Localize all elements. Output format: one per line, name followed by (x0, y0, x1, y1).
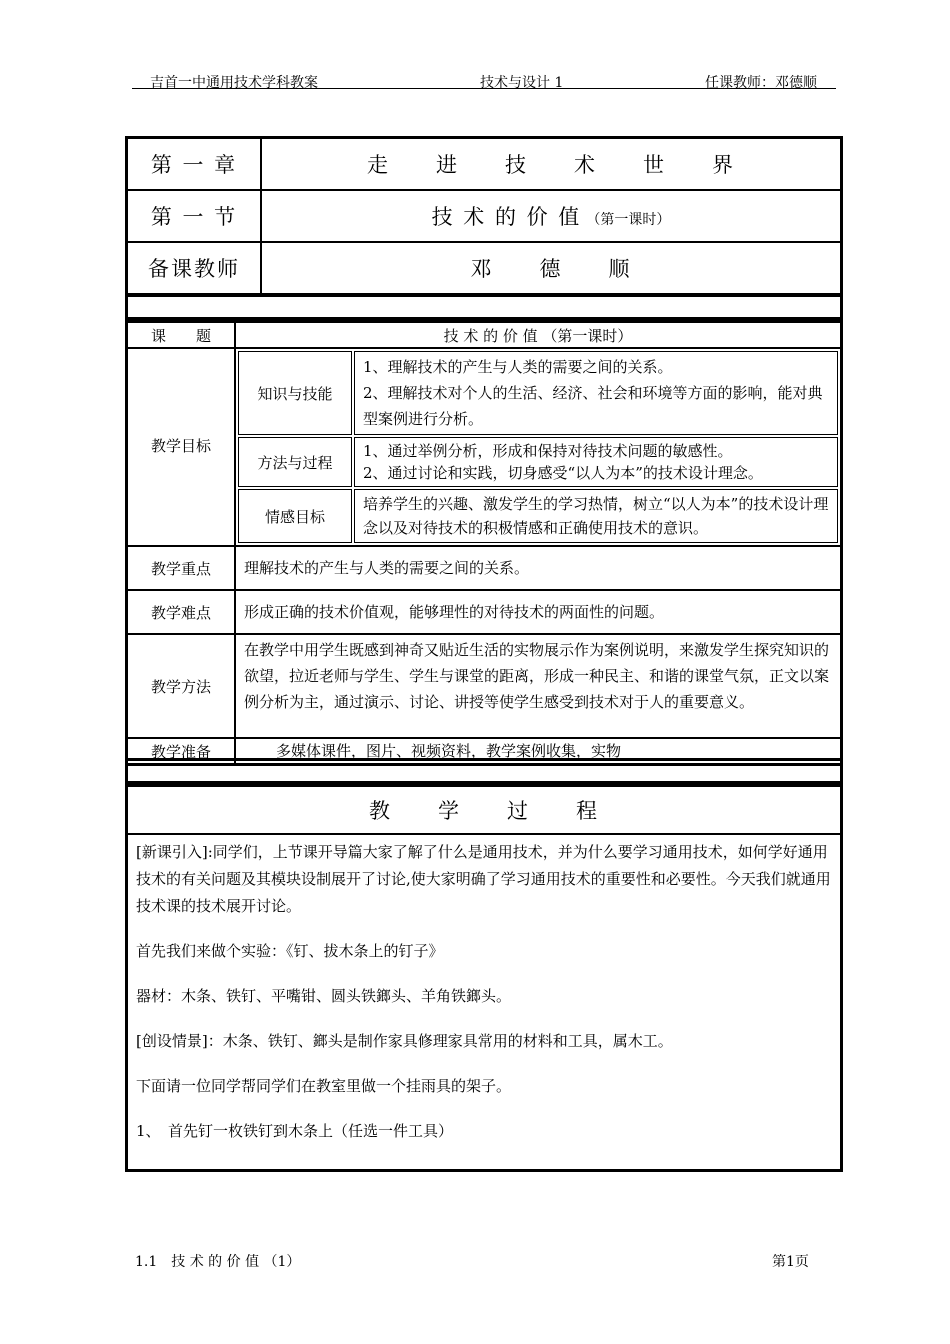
section-title-cell (261, 190, 841, 242)
spacer-row-2 (125, 758, 843, 784)
goal-method-label: 方法与过程 (238, 437, 352, 487)
process-paragraph-experiment: 首先我们来做个实验：《钉、拔木条上的钉子》 (136, 942, 444, 960)
section-note: （第一课时） (586, 212, 671, 228)
goal-method-text (354, 437, 838, 487)
topic-value: 技 术 的 价 值 （第一课时） (235, 322, 841, 348)
process-paragraph-task: 下面请一位同学帮同学们在教室里做一个挂雨具的架子。 (136, 1077, 512, 1095)
spacer-row-1 (125, 294, 843, 320)
title-table (125, 136, 843, 296)
process-paragraph-intro: [新课引入]:同学们，上节课开导篇大家了解了什么是通用技术，并为什么要学习通用技术，如何学好通用技术的有关问题及其模块设制展开了讨论,使大家明确了学习通用技术的重要性和必要性。今天我们就通用技术课的技术展开讨论。 (136, 843, 831, 915)
goals-table (236, 349, 840, 545)
prep-teacher-name: 邓 德 顺 (261, 242, 841, 294)
goal-knowledge-label: 知识与技能 (238, 351, 352, 435)
header-teacher: 任课教师：邓德顺 (705, 75, 817, 91)
section-title: 技 术 的 价 值 (431, 205, 582, 229)
preparation-label: 教学准备 (127, 738, 235, 764)
method-value: 在教学中用学生既感到神奇又贴近生活的实物展示作为案例说明，来激发学生探究知识的欲望，拉近老师与学生、学生与课堂的距离，形成一种民主、和谐的课堂气氛，正文以案例分析为主，通过演示、讨论、讲授等使学生感受到技术对于人的重要意义。 (235, 634, 841, 738)
process-paragraph-materials: 器材：木条、铁钉、平嘴钳、圆头铁鎯头、羊角铁鎯头。 (136, 987, 512, 1005)
process-paragraph-step-1: 1、 首先钉一枚铁钉到木条上（任选一件工具） (136, 1122, 454, 1140)
difficult-point-value: 形成正确的技术价值观，能够理性的对待技术的两面性的问题。 (235, 590, 841, 634)
goal-knowledge-text (354, 351, 838, 435)
footer-page-number: 第1页 (772, 1254, 809, 1270)
process-table (125, 784, 843, 1172)
header-school: 吉首一中通用技术学科教案 (150, 75, 318, 91)
chapter-label: 第 一 章 (127, 138, 261, 190)
goal-emotion-line-1: 培养学生的兴趣、激发学生的学习热情，树立“以人为本”的技术设计理念以及对待技术的积极情感和正确使用技术的意识。 (363, 495, 829, 537)
header-course: 技术与设计 1 (480, 75, 564, 91)
topic-label: 课 题 (127, 322, 235, 348)
method-label: 教学方法 (127, 634, 235, 738)
preparation-value: 多媒体课件，图片、视频资料，教学案例收集，实物 (235, 738, 841, 764)
difficult-point-label: 教学难点 (127, 590, 235, 634)
prep-teacher-label: 备课教师 (127, 242, 261, 294)
goals-cell (235, 348, 841, 546)
section-label: 第 一 节 (127, 190, 261, 242)
key-point-label: 教学重点 (127, 546, 235, 590)
goal-emotion-label: 情感目标 (238, 489, 352, 543)
goal-knowledge-line-2: 2、理解技术对个人的生活、经济、社会和环境等方面的影响，能对典型案例进行分析。 (363, 384, 823, 428)
chapter-title: 走 进 技 术 世 界 (261, 138, 841, 190)
process-title: 教 学 过 程 (127, 786, 841, 834)
footer-left: 1.1 技 术 的 价 值 （1） (135, 1254, 301, 1270)
header-rule (132, 88, 836, 89)
process-paragraph-scenario: [创设情景]：木条、铁钉、鎯头是制作家具修理家具常用的材料和工具，属木工。 (136, 1032, 673, 1050)
goals-label: 教学目标 (127, 348, 235, 546)
goal-emotion-text (354, 489, 838, 543)
goal-method-line-2: 2、通过讨论和实践，切身感受“以人为本”的技术设计理念。 (363, 464, 763, 482)
key-point-value: 理解技术的产生与人类的需要之间的关系。 (235, 546, 841, 590)
process-body (127, 834, 841, 1170)
goal-method-line-1: 1、通过举例分析，形成和保持对待技术问题的敏感性。 (363, 442, 733, 460)
goal-knowledge-line-1: 1、理解技术的产生与人类的需要之间的关系。 (363, 358, 673, 376)
lesson-table (125, 320, 843, 766)
